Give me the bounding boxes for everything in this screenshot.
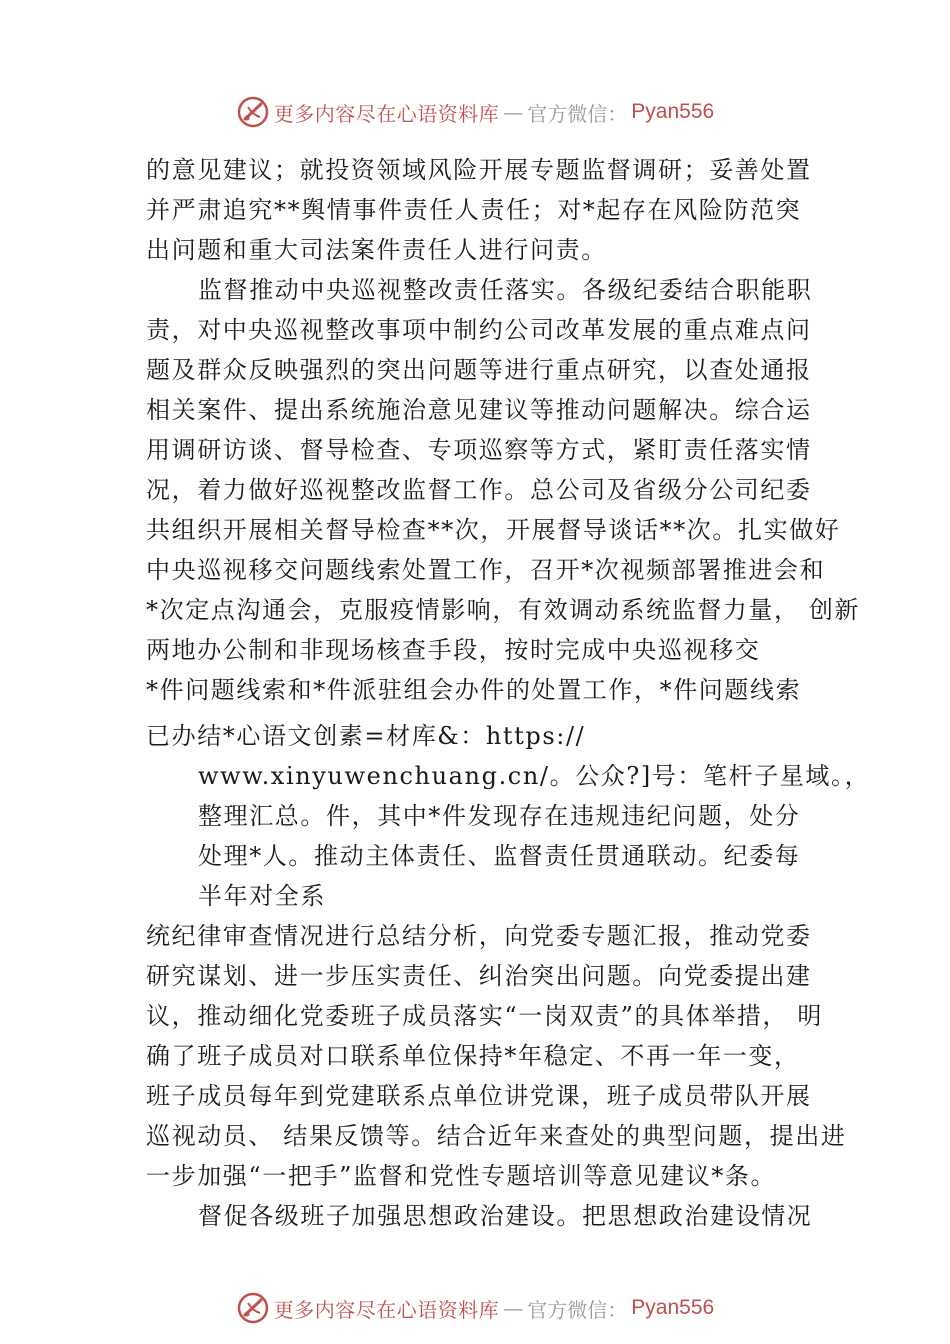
banner-brand-text: 更多内容尽在心语资料库 <box>273 1297 500 1322</box>
text-line: 监督推动中央巡视整改责任落实。各级纪委结合职能职 <box>198 276 813 304</box>
text-line: 议，推动细化党委班子成员落实“一岗双责”的具体举措， 明 <box>146 1002 823 1030</box>
text-line: 处理*人。推动主体责任、监督责任贯通联动。纪委每 <box>198 842 801 870</box>
text-line: 况，着力做好巡视整改监督工作。总公司及省级分公司纪委 <box>146 476 812 504</box>
banner-wechat-label: 官方微信： <box>527 101 628 126</box>
text-line: 并严肃追究**舆情事件责任人责任；对*起存在风险防范突 <box>146 196 802 224</box>
text-line: 已办结*心语文创素=材库&：https:// <box>146 722 586 750</box>
text-line: 整理汇总。件，其中*件发现存在违规违纪问题，处分 <box>198 802 801 830</box>
text-line: www.xinyuwenchuang.cn/。公众?]号：笔杆子星域。， <box>198 762 871 790</box>
banner-wechat-label: 官方微信： <box>527 1297 628 1322</box>
text-line: 共组织开展相关督导检查**次，开展督导谈话**次。扎实做好 <box>146 516 841 544</box>
text-line: 一步加强“一把手”监督和党性专题培训等意见建议*条。 <box>146 1162 777 1190</box>
text-line: 中央巡视移交问题线索处置工作，召开*次视频部署推进会和 <box>146 556 826 584</box>
text-line: *件问题线索和*件派驻组会办件的处置工作，*件问题线索 <box>146 676 802 704</box>
text-line: 半年对全系 <box>198 882 326 910</box>
text-line: 用调研访谈、督导检查、专项巡察等方式，紧盯责任落实情 <box>146 436 812 464</box>
text-line: *次定点沟通会，克服疫情影响，有效调动系统监督力量， 创新 <box>146 596 861 624</box>
banner-brand-text: 更多内容尽在心语资料库 <box>273 101 500 126</box>
text-line: 统纪律审查情况进行总结分析，向党委专题汇报，推动党委 <box>146 922 812 950</box>
text-line: 相关案件、提出系统施治意见建议等推动问题解决。综合运 <box>146 396 812 424</box>
text-line: 题及群众反映强烈的突出问题等进行重点研究，以查处通报 <box>146 356 812 384</box>
text-line: 确了班子成员对口联系单位保持*年稳定、不再一年一变， <box>146 1042 800 1070</box>
banner-wechat-id: Pyan556 <box>631 100 715 123</box>
text-line: 出问题和重大司法案件责任人进行问责。 <box>146 236 607 264</box>
text-line: 班子成员每年到党建联系点单位讲党课，班子成员带队开展 <box>146 1082 812 1110</box>
document-body <box>146 150 871 1236</box>
text-line: 巡视动员、 结果反馈等。结合近年来查处的典型问题，提出进 <box>146 1122 847 1150</box>
text-line: 的意见建议；就投资领域风险开展专题监督调研；妥善处置 <box>146 156 812 184</box>
footer-banner <box>0 1288 950 1328</box>
banner-separator: — <box>503 100 524 124</box>
text-line: 研究谋划、进一步压实责任、纠治突出问题。向党委提出建 <box>146 962 812 990</box>
brand-logo-icon <box>236 95 270 129</box>
text-line: 责，对中央巡视整改事项中制约公司改革发展的重点难点问 <box>146 316 812 344</box>
header-banner <box>0 92 950 132</box>
banner-wechat-id: Pyan556 <box>631 1296 715 1319</box>
text-line: 督促各级班子加强思想政治建设。把思想政治建设情况 <box>198 1202 813 1230</box>
banner-separator: — <box>503 1296 524 1320</box>
brand-logo-icon <box>236 1291 270 1325</box>
text-line: 两地办公制和非现场核查手段，按时完成中央巡视移交 <box>146 636 761 664</box>
